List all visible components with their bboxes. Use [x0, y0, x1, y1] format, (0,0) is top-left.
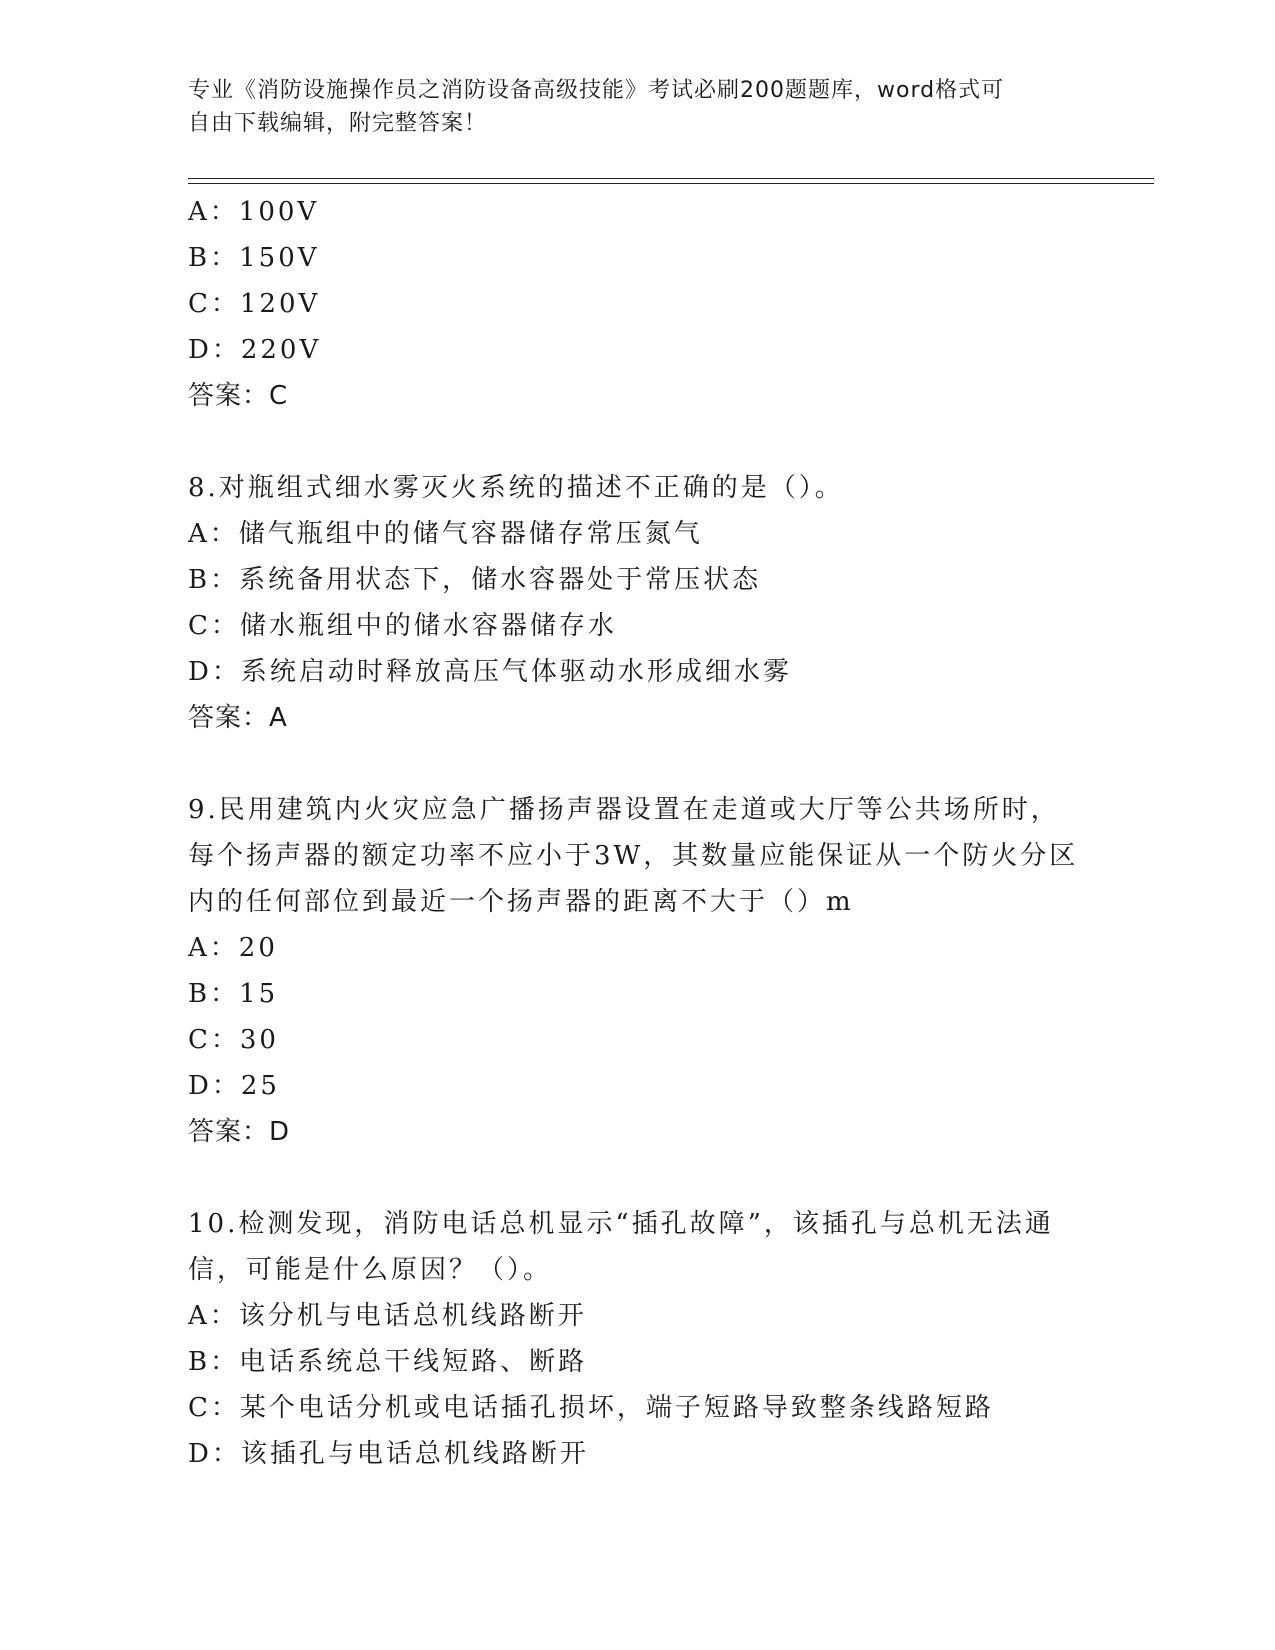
- question-text-line: 信，可能是什么原因？（）。: [188, 1255, 553, 1285]
- answer: 答案：C: [188, 381, 289, 411]
- option-b: B：15: [188, 979, 279, 1009]
- option-b: B：150V: [188, 243, 320, 273]
- question-list: [188, 189, 1088, 1477]
- option-c: C：30: [188, 1025, 279, 1055]
- option-d: D：该插孔与电话总机线路断开: [188, 1439, 589, 1469]
- option-d: D：系统启动时释放高压气体驱动水形成细水雾: [188, 657, 792, 687]
- option-c: C：储水瓶组中的储水容器储存水: [188, 611, 617, 641]
- option-a: A：100V: [188, 197, 320, 227]
- spacer: [188, 1155, 1088, 1201]
- question-text-line: 10.检测发现，消防电话总机显示“插孔故障”，该插孔与总机无法通: [188, 1209, 1054, 1239]
- spacer: [188, 419, 1088, 465]
- question-9: [188, 787, 1088, 1155]
- option-a: A：该分机与电话总机线路断开: [188, 1301, 587, 1331]
- option-a: A：储气瓶组中的储气容器储存常压氮气: [188, 519, 703, 549]
- question-text-line: 8.对瓶组式细水雾灭火系统的描述不正确的是（）。: [188, 473, 844, 503]
- option-b: B：电话系统总干线短路、断路: [188, 1347, 588, 1377]
- answer: 答案：A: [188, 703, 288, 733]
- option-c: C：120V: [188, 289, 321, 319]
- answer: 答案：D: [188, 1117, 291, 1147]
- question-text: [188, 787, 1079, 925]
- question-text-line: 内的任何部位到最近一个扬声器的距离不大于（）m: [188, 887, 854, 917]
- question-text-line: 每个扬声器的额定功率不应小于3W，其数量应能保证从一个防火分区: [188, 841, 1079, 871]
- header-line-2: 自由下载编辑，附完整答案！: [188, 111, 488, 136]
- question-text: [188, 1201, 1068, 1293]
- question-text: [188, 465, 1068, 511]
- option-a: A：20: [188, 933, 278, 963]
- document-header: [188, 74, 1068, 140]
- option-d: D：220V: [188, 335, 322, 365]
- question-10: [188, 1201, 1088, 1477]
- option-d: D：25: [188, 1071, 280, 1101]
- question-8: [188, 465, 1088, 741]
- option-c: C：某个电话分机或电话插孔损坏，端子短路导致整条线路短路: [188, 1393, 994, 1423]
- spacer: [188, 741, 1088, 787]
- header-divider-top: [188, 178, 1154, 179]
- question-7: [188, 189, 1088, 419]
- header-divider-bottom: [188, 183, 1154, 184]
- header-line-1: 专业《消防设施操作员之消防设备高级技能》考试必刷200题题库，word格式可: [188, 78, 1005, 103]
- question-text-line: 9.民用建筑内火灾应急广播扬声器设置在走道或大厅等公共场所时，: [188, 795, 1060, 825]
- option-b: B：系统备用状态下，储水容器处于常压状态: [188, 565, 762, 595]
